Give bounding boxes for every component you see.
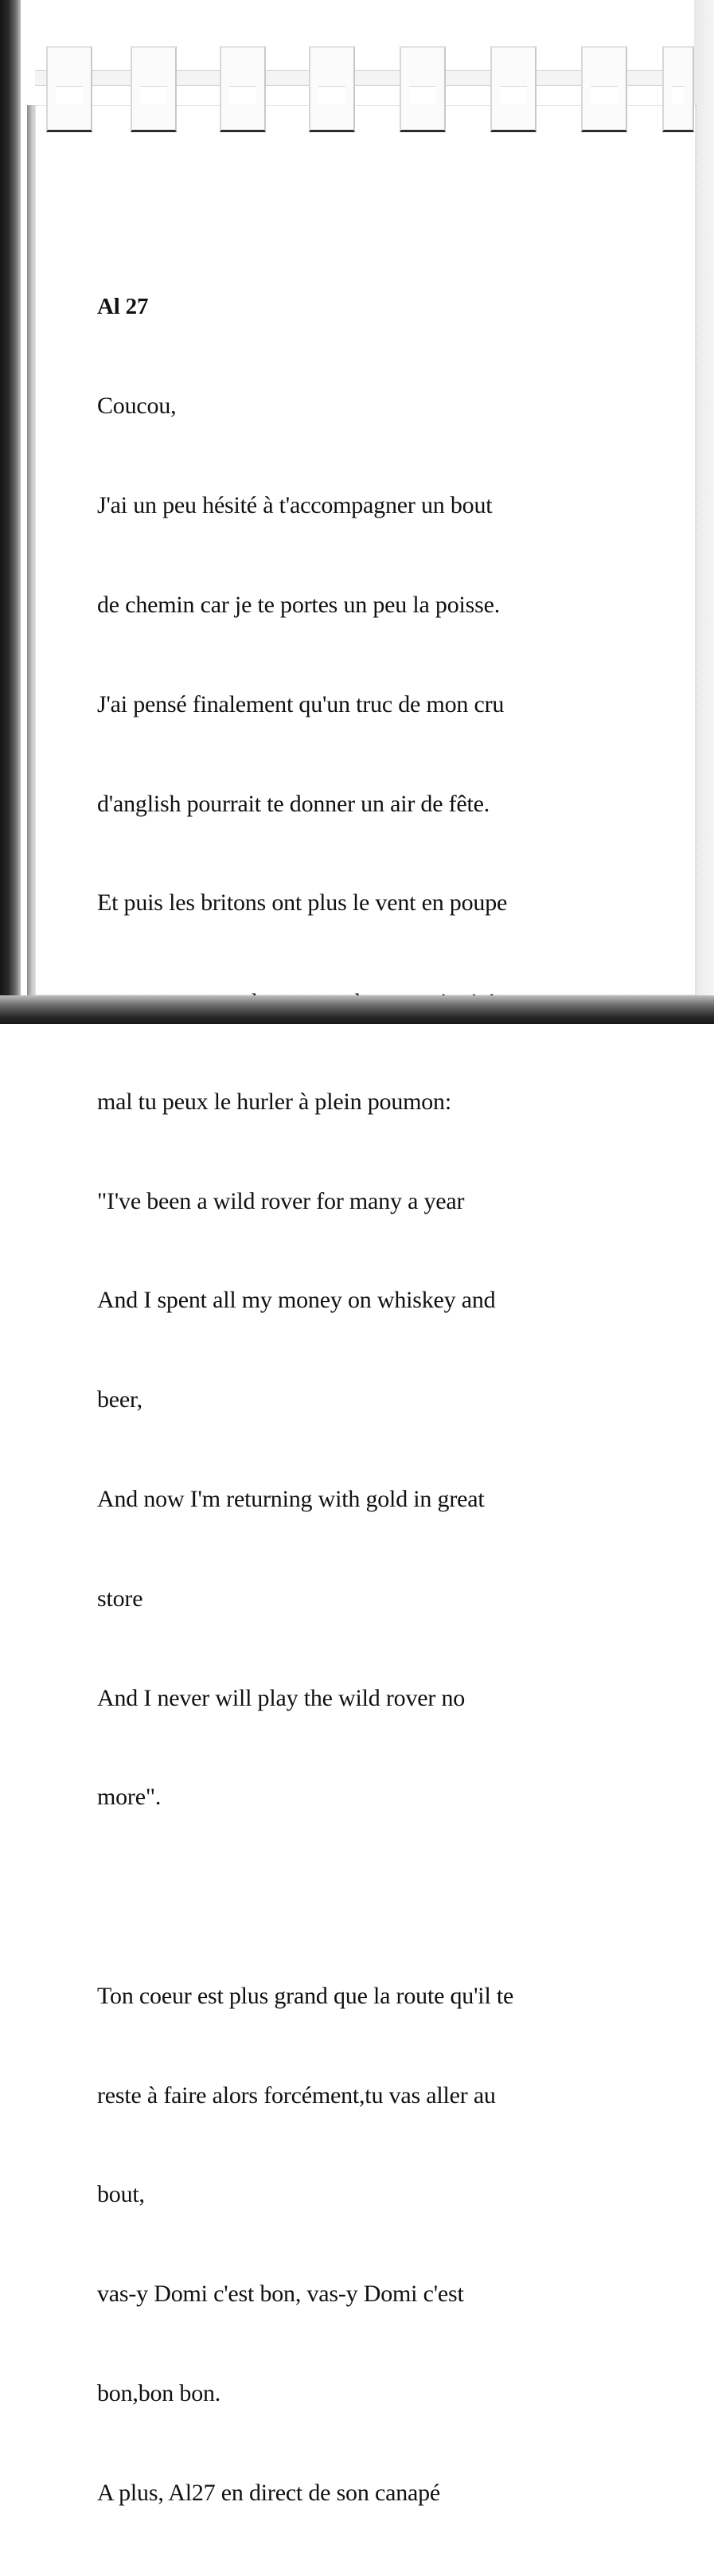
note-line: And now I'm returning with gold in great: [97, 1485, 485, 1512]
note-line: J'ai pensé finalement qu'un truc de mon cru: [97, 690, 505, 717]
note-line: vas-y Domi c'est bon, vas-y Domi c'est: [97, 2281, 464, 2308]
scan-margin-right: [694, 0, 714, 1024]
binding-ring-4: [309, 46, 355, 132]
paragraph-gap: [97, 1880, 654, 1913]
note-line: bout,: [97, 2181, 145, 2208]
binding-ring-8: [662, 46, 694, 132]
note-line: mal tu peux le hurler à plein poumon:: [97, 1088, 451, 1115]
note-line: beer,: [97, 1386, 142, 1413]
note-line: Et puis les britons ont plus le vent en poupe: [97, 889, 508, 917]
note-line: "I've been a wild rover for many a year: [97, 1187, 465, 1214]
scan-shadow-left: [0, 0, 21, 1024]
note-line: And I never will play the wild rover no: [97, 1684, 466, 1711]
note-line: reste à faire alors forcément,tu vas aller au: [97, 2082, 496, 2109]
note-line: d'anglish pourrait te donner un air de fête.: [97, 790, 490, 817]
note-text: [97, 225, 654, 2576]
binding-ring-3: [220, 46, 266, 132]
note-line: Coucou,: [97, 393, 177, 420]
binding-ring-6: [490, 46, 536, 132]
comb-binding: [35, 46, 696, 142]
note-line: bon,bon bon.: [97, 2380, 221, 2406]
note-line: more".: [97, 1784, 162, 1811]
note-line: And I spent all my money on whiskey and: [97, 1287, 496, 1314]
note-line: de chemin car je te portes un peu la poisse.: [97, 591, 501, 618]
binding-ring-1: [46, 46, 92, 132]
binding-ring-2: [131, 46, 177, 132]
binding-ring-7: [581, 46, 627, 132]
note-line: A plus, Al27 en direct de son canapé: [97, 2479, 441, 2506]
note-line: store: [97, 1585, 143, 1612]
scan-shadow-bottom: [0, 995, 714, 1024]
page-edge: [27, 105, 33, 995]
note-line: Ton coeur est plus grand que la route qu'il te: [97, 1982, 514, 2009]
binding-ring-5: [400, 46, 446, 132]
note-title: Al 27: [97, 294, 149, 320]
note-line: J'ai un peu hésité à t'accompagner un bout: [97, 492, 493, 519]
